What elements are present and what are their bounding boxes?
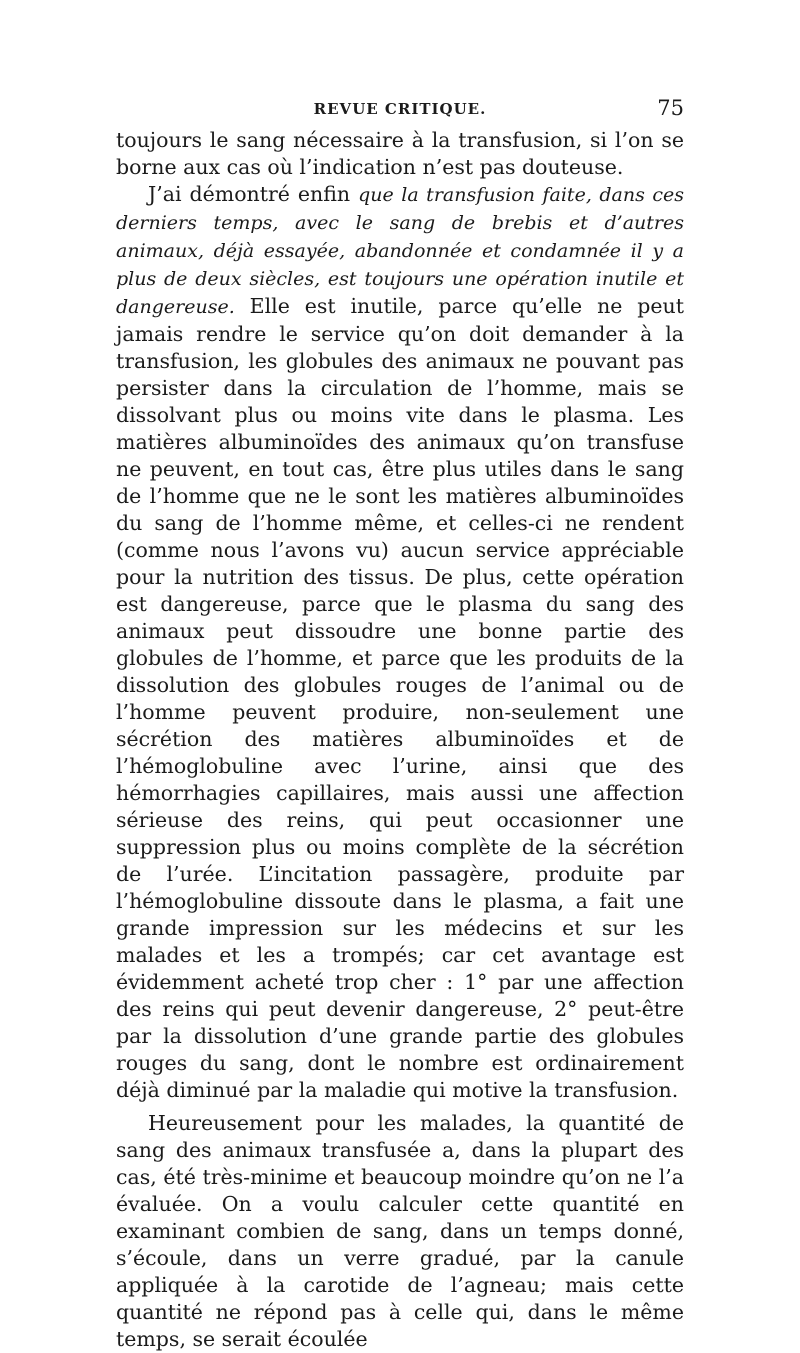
paragraph-transfusion-dangers <box>116 181 684 1104</box>
running-title: REVUE CRITIQUE. <box>313 100 487 118</box>
paragraph-text: J’ai démontré enfin <box>148 182 359 206</box>
page-header <box>116 96 684 126</box>
paragraph-quantity <box>116 1110 684 1353</box>
paragraph-text: toujours le sang nécessaire à la transfusion, si l’on se borne aux cas où l’indication n’est pas douteuse. <box>116 128 684 179</box>
italic-emphasis: que la transfusion faite, dans ces derniers temps, avec le sang de brebis et d’autres animaux, déjà essayée, abandonnée et condamnée il y a plus de deux siècles, est toujours une opération inutile et dangereuse. <box>116 184 684 318</box>
paragraph-text: Elle est inutile, parce qu’elle ne peut jamais rendre le service qu’on doit demander à la transfusion, les globules des animaux ne pouvant pas persister dans la circulation de l’homme, mais se dissolvant plus ou moins vite dans le plasma. Les matières albuminoïdes des animaux qu’on transfuse ne peuvent, en tout cas, être plus utiles dans le sang de l’homme que ne le sont les matières albuminoïdes du sang de l’homme même, et celles-ci ne rendent (comme nous l’avons vu) aucun service appréciable pour la nutrition des tissus. De plus, cette opération est dangereuse, parce que le plasma du sang des animaux peut dissoudre une bonne partie des globules de l’homme, et parce que les produits de la dissolution des globules rouges de l’animal ou de l’homme peuvent produire, non-seulement une sécrétion des matières albuminoïdes et de l’hémoglobuline avec l’urine, ainsi que des hémorrhagies capillaires, mais aussi une affection sérieuse des reins, qui peut occasionner une suppression plus ou moins complète de la sécrétion de l’urée. L’incitation passagère, produite par l’hémoglobuline dissoute dans le plasma, a fait une grande impression sur les médecins et sur les malades et les a trompés; car cet avantage est évidemment acheté trop cher : 1° par une affection des reins qui peut devenir dangereuse, 2° peut-être par la dissolution d’une grande partie des globules rouges du sang, dont le nombre est ordinairement déjà diminué par la maladie qui motive la transfusion. <box>116 294 684 1102</box>
paragraph-continuation <box>116 127 684 181</box>
body-text <box>116 127 684 1353</box>
paragraph-text: Heureusement pour les malades, la quantité de sang des animaux transfusée a, dans la plupart des cas, été très-minime et beaucoup moindre qu’on ne l’a évaluée. On a voulu calculer cette quantité en examinant combien de sang, dans un temps donné, s’écoule, dans un verre gradué, par la canule appliquée à la carotide de l’agneau; mais cette quantité ne répond pas à celle qui, dans le même temps, se serait écoulée <box>116 1111 684 1351</box>
page-number: 75 <box>657 96 684 120</box>
